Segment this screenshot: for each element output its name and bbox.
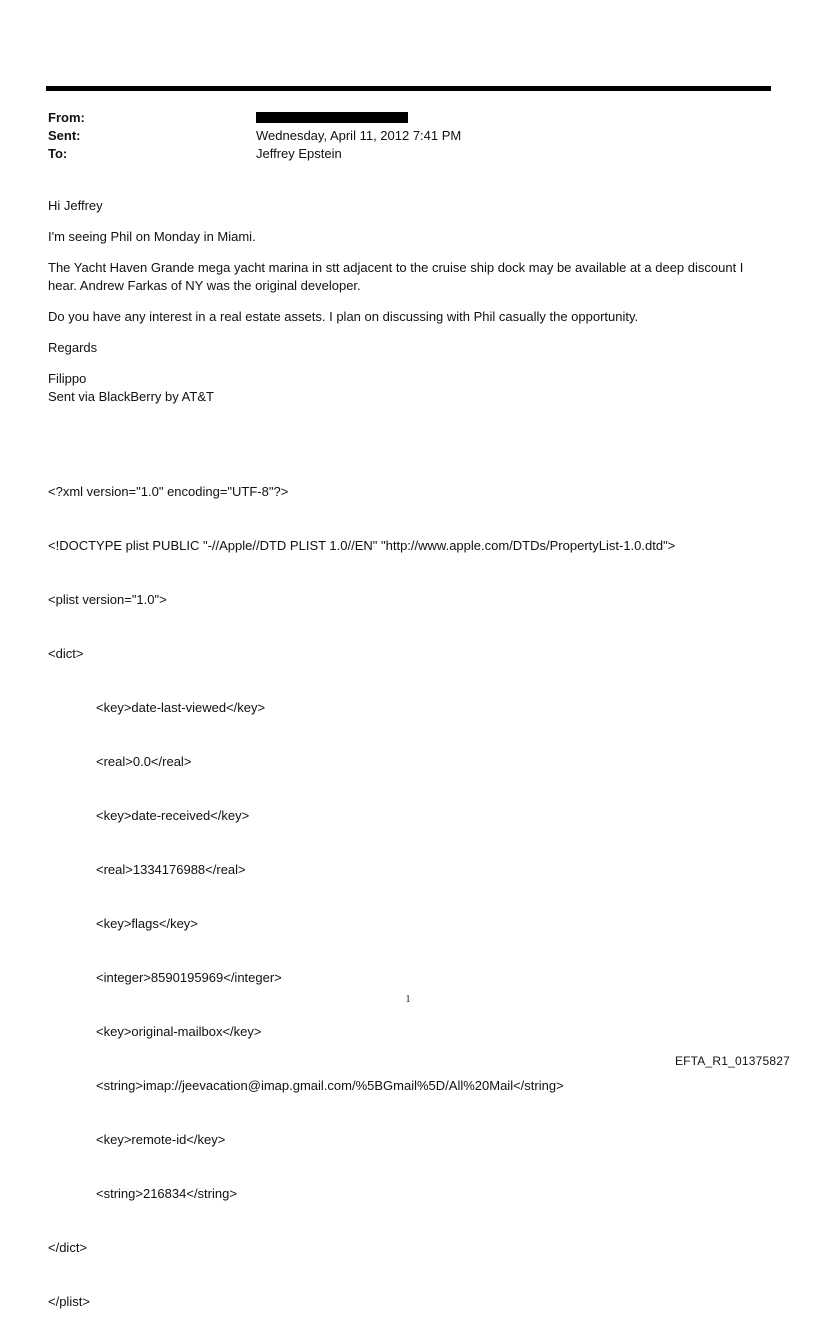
plist-open-tag: <plist version="1.0">: [48, 592, 167, 607]
dict-entry: <string>imap://jeevacation@imap.gmail.com/%5BGmail%5D/All%20Mail</string>: [96, 1078, 564, 1093]
xml-declaration: <?xml version="1.0" encoding="UTF-8"?>: [48, 484, 289, 499]
from-label: From:: [48, 110, 85, 125]
dict-close-tag: </dict>: [48, 1240, 88, 1255]
dict-entry: <integer>8590195969</integer>: [96, 970, 282, 985]
dict-entry: <key>remote-id</key>: [96, 1132, 226, 1147]
dict-entry: <key>date-received</key>: [96, 808, 250, 823]
dict-entry: <key>flags</key>: [96, 916, 198, 931]
page-number: 1: [405, 994, 411, 1005]
to-label: To:: [48, 146, 68, 161]
dict-entry: <key>date-last-viewed</key>: [96, 700, 266, 715]
signature-name: Filippo: [48, 371, 87, 386]
closing: Regards: [48, 340, 98, 355]
body-paragraph-2-line-1: The Yacht Haven Grande mega yacht marina in stt adjacent to the cruise ship dock may be available at a deep discount I: [48, 260, 744, 275]
dict-entry: <real>0.0</real>: [96, 754, 192, 769]
to-row: [48, 145, 768, 163]
body-paragraph-3: Do you have any interest in a real estate assets. I plan on discussing with Phil casually the opportunity.: [48, 309, 639, 324]
header-divider: [46, 86, 771, 91]
redaction-bar: [256, 112, 408, 123]
dict-entry: <real>1334176988</real>: [96, 862, 246, 877]
body-paragraph-1: I'm seeing Phil on Monday in Miami.: [48, 229, 256, 244]
body-paragraph-2: [48, 259, 773, 295]
signature-device: Sent via BlackBerry by AT&T: [48, 389, 214, 404]
email-body: [48, 197, 773, 419]
from-row: [48, 109, 768, 127]
from-value: [256, 109, 408, 127]
to-value: Jeffrey Epstein: [256, 146, 342, 161]
plist-xml-block: [48, 447, 773, 1329]
plist-close-tag: </plist>: [48, 1294, 90, 1309]
sent-label: Sent:: [48, 128, 81, 143]
email-header: [48, 109, 768, 163]
dict-open-tag: <dict>: [48, 646, 84, 661]
dict-entry: <key>original-mailbox</key>: [96, 1024, 262, 1039]
sent-row: [48, 127, 768, 145]
greeting: Hi Jeffrey: [48, 198, 103, 213]
dict-entry: <string>216834</string>: [96, 1186, 237, 1201]
sent-value: Wednesday, April 11, 2012 7:41 PM: [256, 128, 462, 143]
xml-doctype: <!DOCTYPE plist PUBLIC "-//Apple//DTD PLIST 1.0//EN" "http://www.apple.com/DTDs/PropertyList-1.0.dtd">: [48, 538, 676, 553]
bates-number: EFTA_R1_01375827: [674, 1054, 790, 1068]
body-paragraph-2-line-2: hear. Andrew Farkas of NY was the original developer.: [48, 278, 361, 293]
